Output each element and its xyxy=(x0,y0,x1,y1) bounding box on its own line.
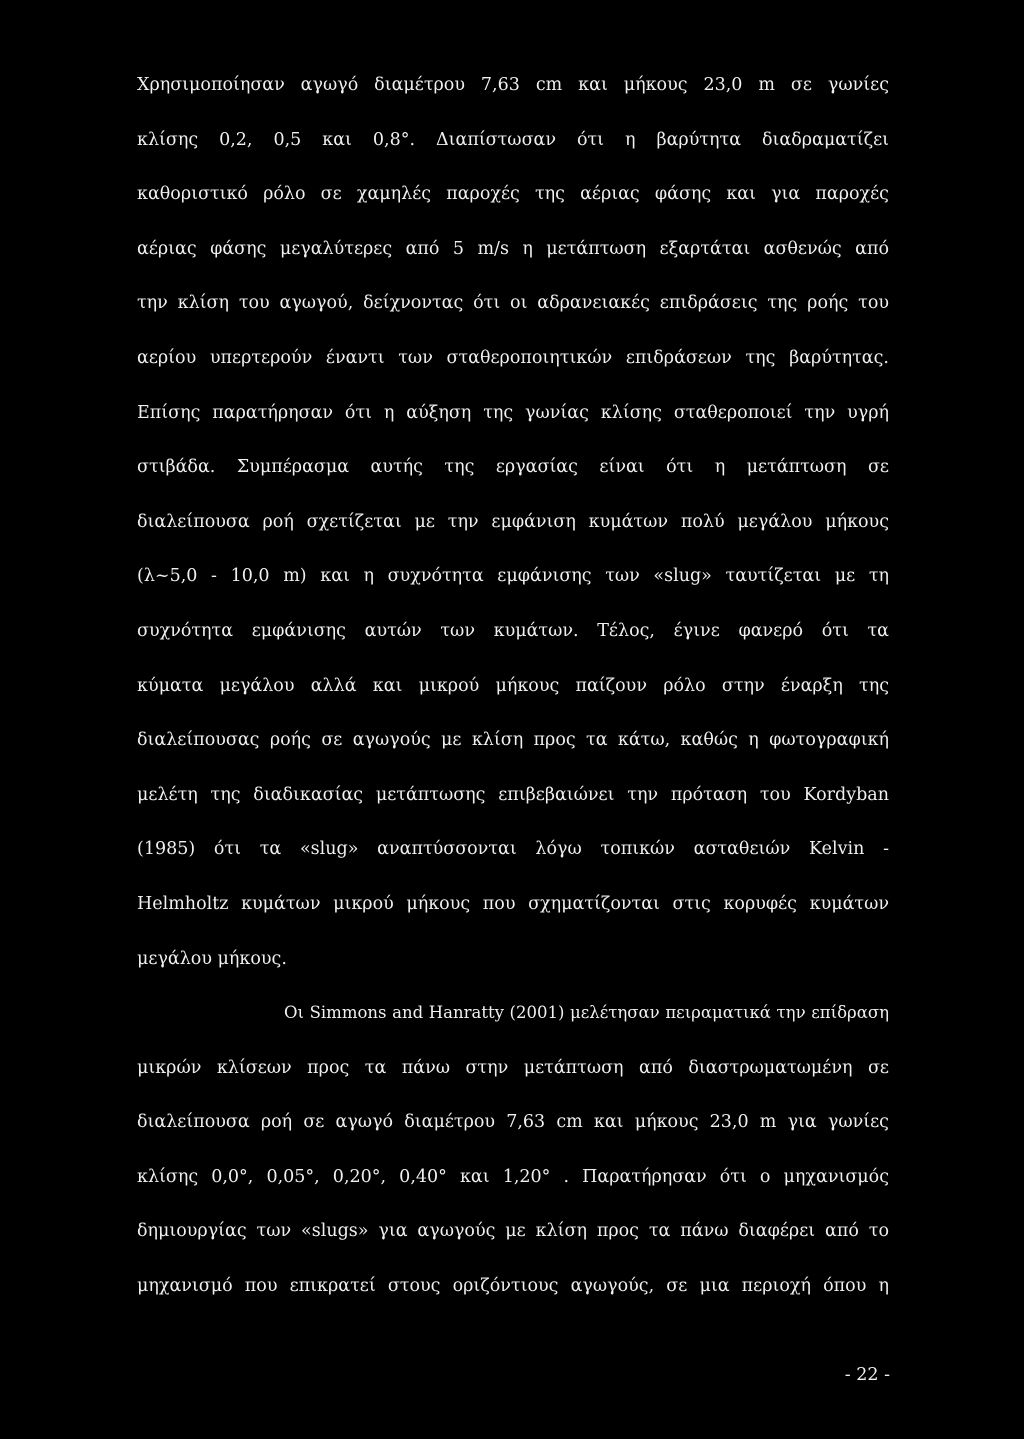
text-line: στιβάδα. Συμπέρασμα αυτής της εργασίας είναι ότι η μετάπτωση σε xyxy=(137,457,889,478)
text-line: καθοριστικό ρόλο σε χαμηλές παροχές της αέριας φάσης και για παροχές xyxy=(137,184,889,205)
text-line: συχνότητα εμφάνισης αυτών των κυμάτων. Τέλος, έγινε φανερό ότι τα xyxy=(137,620,889,641)
text-line: (λ~5,0 - 10,0 m) και η συχνότητα εμφάνισης των «slug» ταυτίζεται με τη xyxy=(137,566,889,587)
text-line: μελέτη της διαδικασίας μετάπτωσης επιβεβαιώνει την πρόταση του Kordyban xyxy=(137,784,889,805)
text-body xyxy=(137,58,889,1314)
text-line: κλίσης 0,2, 0,5 και 0,8°. Διαπίστωσαν ότι η βαρύτητα διαδραματίζει xyxy=(137,129,889,150)
text-line: την κλίση του αγωγού, δείχνοντας ότι οι αδρανειακές επιδράσεις της ροής του xyxy=(137,293,889,314)
text-line: αερίου υπερτερούν έναντι των σταθεροποιητικών επιδράσεων της βαρύτητας. xyxy=(137,347,889,368)
text-line: μεγάλου μήκους. xyxy=(137,948,287,969)
text-line: Χρησιμοποίησαν αγωγό διαμέτρου 7,63 cm και μήκους 23,0 m σε γωνίες xyxy=(137,75,889,95)
page-number: - 22 - xyxy=(844,1365,890,1385)
text-line: Επίσης παρατήρησαν ότι η αύξηση της γωνίας κλίσης σταθεροποιεί την υγρή xyxy=(137,402,889,423)
text-line: Οι Simmons and Hanratty (2001) μελέτησαν πειραματικά την επίδραση xyxy=(284,1003,889,1023)
text-line: (1985) ότι τα «slug» αναπτύσσονται λόγω τοπικών ασταθειών Kelvin - xyxy=(137,839,889,860)
paragraph-gravity-study xyxy=(137,58,889,986)
text-line: αέριας φάσης μεγαλύτερες από 5 m/s η μετάπτωση εξαρτάται ασθενώς από xyxy=(137,238,889,259)
text-line: διαλείπουσας ροής σε αγωγούς με κλίση προς τα κάτω, καθώς η φωτογραφική xyxy=(137,730,889,751)
text-line: κλίσης 0,0°, 0,05°, 0,20°, 0,40° και 1,20° . Παρατήρησαν ότι ο μηχανισμός xyxy=(137,1166,889,1187)
paragraph-simmons-hanratty xyxy=(137,986,889,1314)
text-line: μηχανισμό που επικρατεί στους οριζόντιους αγωγούς, σε μια περιοχή όπου η xyxy=(137,1276,889,1297)
text-line: δημιουργίας των «slugs» για αγωγούς με κλίση προς τα πάνω διαφέρει από το xyxy=(137,1221,889,1242)
text-line: Helmholtz κυμάτων μικρού μήκους που σχηματίζονται στις κορυφές κυμάτων xyxy=(137,893,889,914)
text-line: διαλείπουσα ροή σχετίζεται με την εμφάνιση κυμάτων πολύ μεγάλου μήκους xyxy=(137,511,889,532)
text-line: διαλείπουσα ροή σε αγωγό διαμέτρου 7,63 cm και μήκους 23,0 m για γωνίες xyxy=(137,1112,889,1133)
text-line: κύματα μεγάλου αλλά και μικρού μήκους παίζουν ρόλο στην έναρξη της xyxy=(137,675,889,696)
text-line: μικρών κλίσεων προς τα πάνω στην μετάπτωση από διαστρωματωμένη σε xyxy=(137,1057,889,1078)
